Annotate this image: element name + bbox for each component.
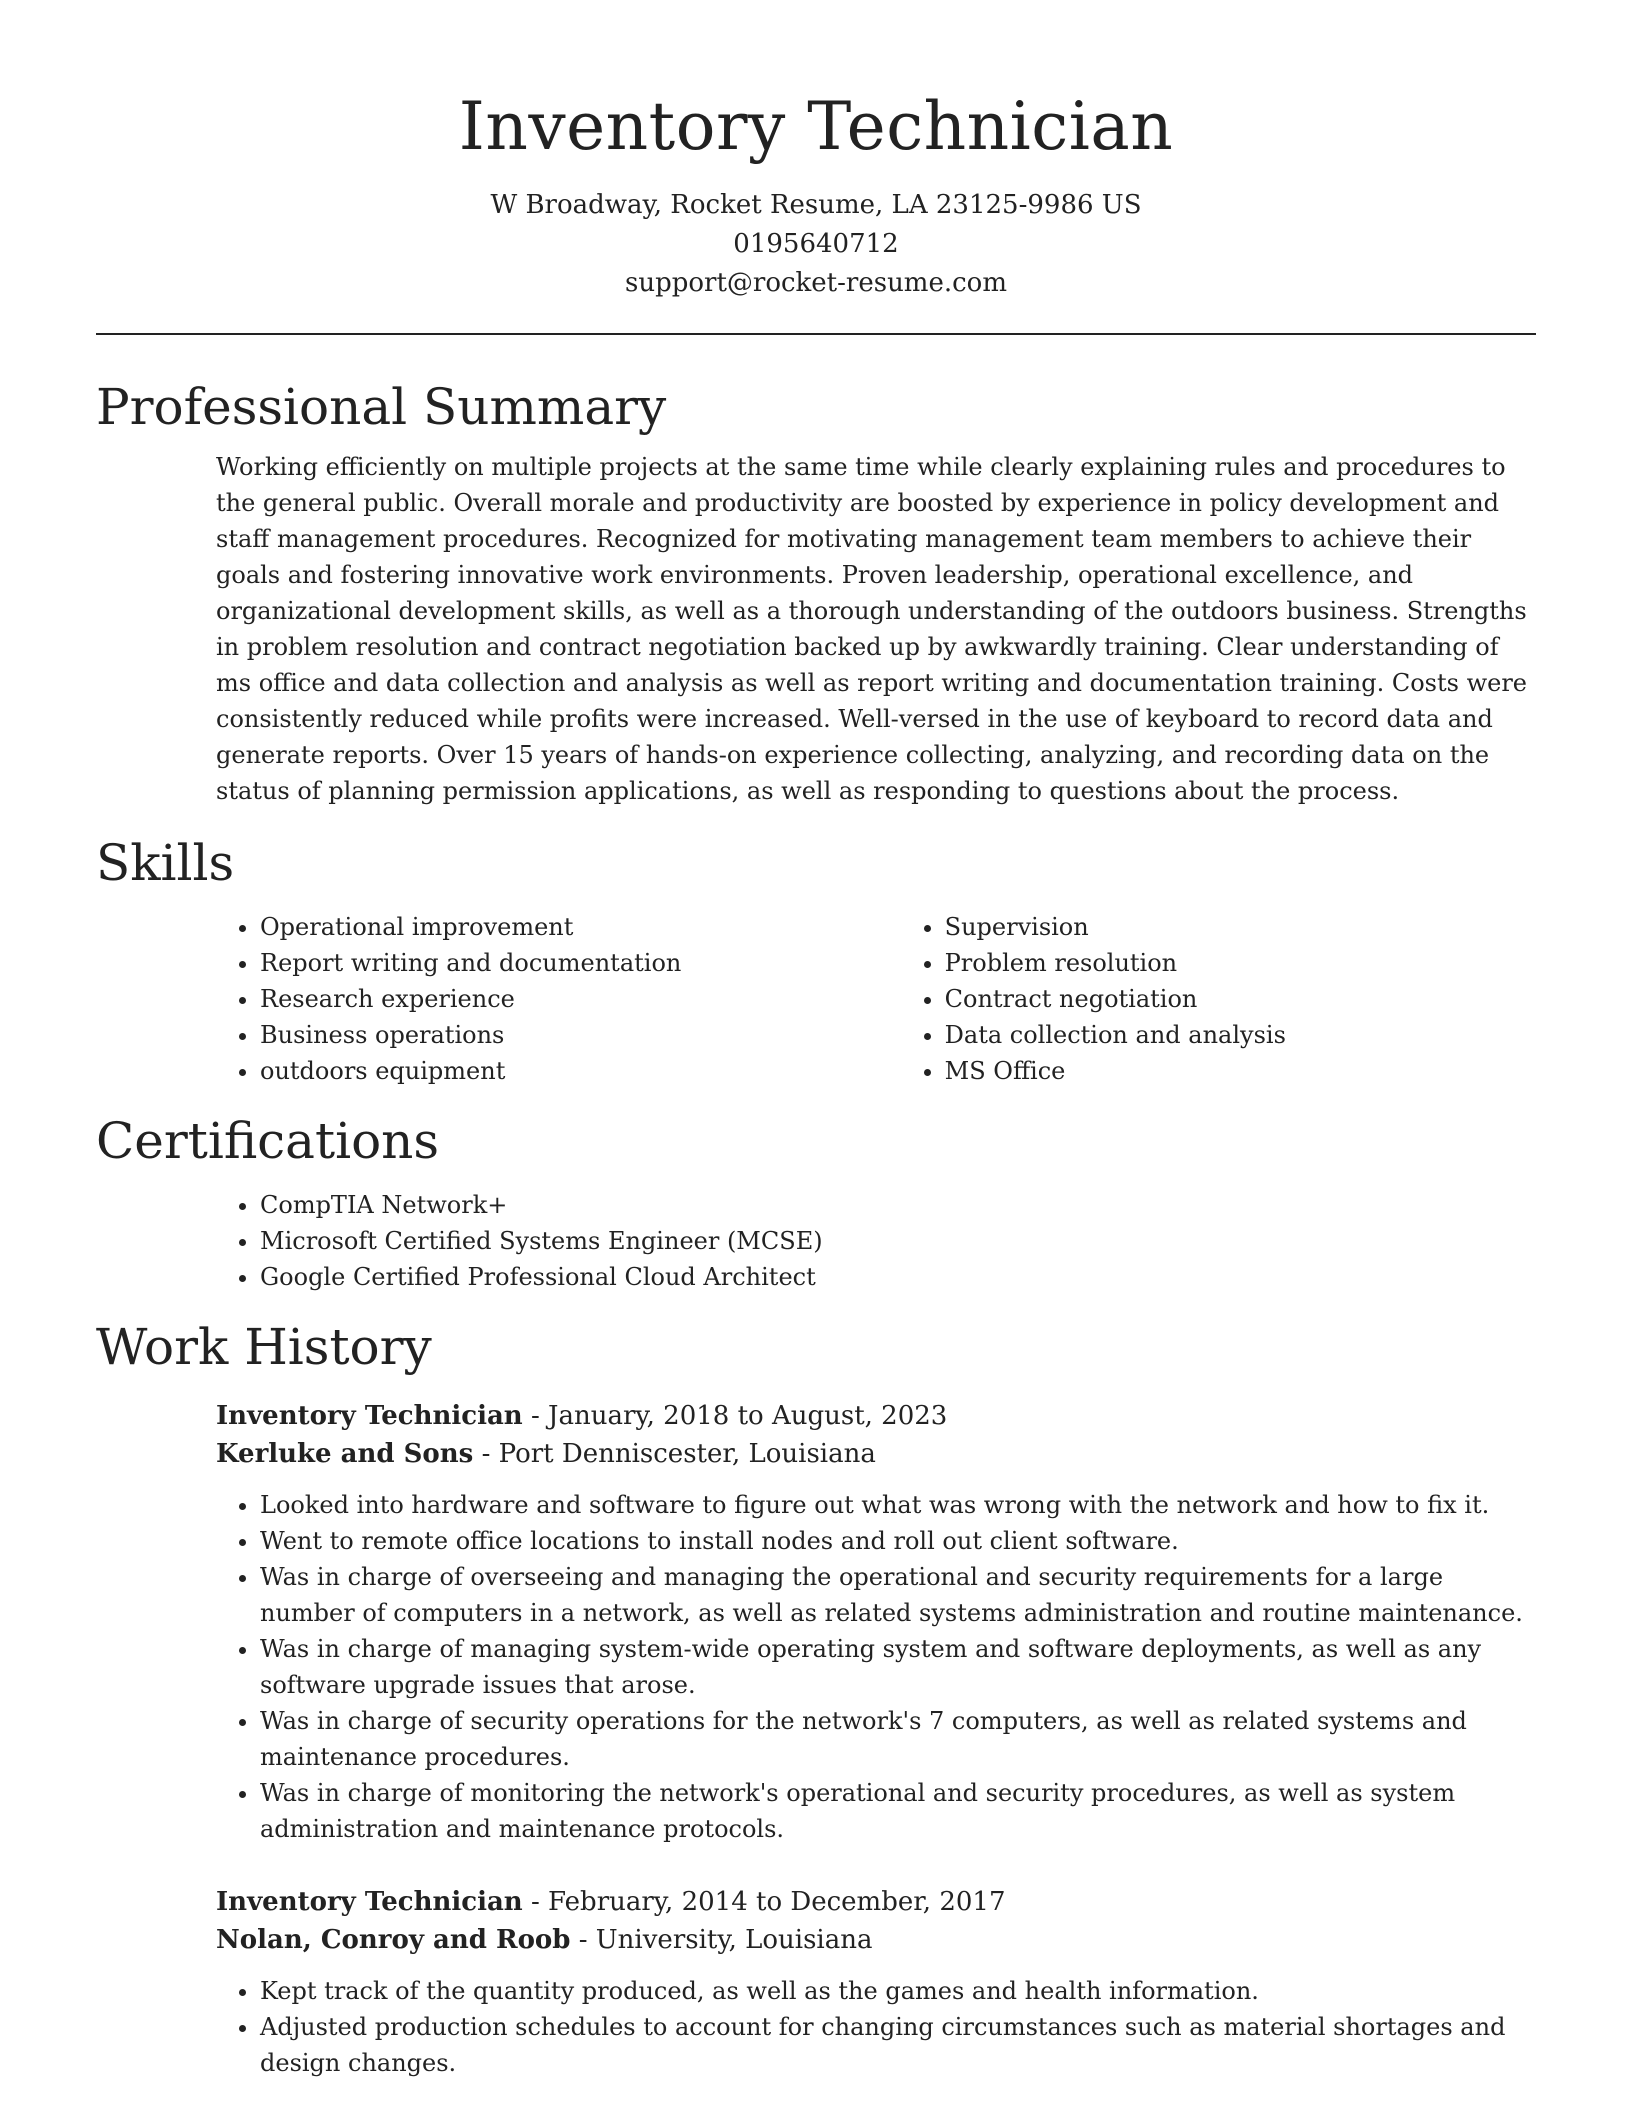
skill-item: • Research experience: [260, 981, 901, 1017]
job-company: Nolan, Conroy and Roob: [216, 1925, 571, 1955]
certifications-heading: Certifications: [96, 1112, 440, 1170]
contact-info: [96, 186, 1536, 303]
contact-address: W Broadway, Rocket Resume, LA 23125-9986 US: [490, 190, 1142, 220]
skill-item: • Contract negotiation: [945, 981, 1536, 1017]
summary-text: Working efficiently on multiple projects at the same time while clearly explaining rules and procedures to the general public. Overall morale and productivity are boosted by experience in policy development and staff management procedures. Recognized for motivating management team members to achieve their goals and fostering innovative work environments. Proven leadership, operational excellence, and organizational development skills, as well as a thorough understanding of the outdoors business. Strengths in problem resolution and contract negotiation backed up by awkwardly training. Clear understanding of ms office and data collection and analysis as well as report writing and documentation training. Costs were consistently reduced while profits were increased. Well-versed in the use of keyboard to record data and generate reports. Over 15 years of hands-on experience collecting, analyzing, and recording data on the status of planning permission applications, as well as responding to questions about the process.: [216, 453, 1527, 805]
skills-list-right: [901, 909, 1536, 1089]
skill-item: • MS Office: [945, 1053, 1536, 1089]
job-duties-list: [216, 1487, 1536, 1847]
skill-item: • outdoors equipment: [260, 1053, 901, 1089]
skill-item: • Problem resolution: [945, 945, 1536, 981]
job-dates: January, 2018 to August, 2023: [548, 1401, 948, 1431]
certification-item: • Microsoft Certified Systems Engineer (MCSE): [260, 1223, 1536, 1259]
job-location: Port Denniscester, Louisiana: [498, 1439, 876, 1469]
job-dates: February, 2014 to December, 2017: [548, 1887, 1006, 1917]
skill-item: • Operational improvement: [260, 909, 901, 945]
skill-item: • Supervision: [945, 909, 1536, 945]
skill-item: • Report writing and documentation: [260, 945, 901, 981]
job-company-line: [216, 1435, 1536, 1473]
job-duty: • Adjusted production schedules to account for changing circumstances such as material shortages and design changes.: [260, 2009, 1536, 2081]
contact-email: support@rocket-resume.com: [624, 268, 1007, 298]
summary-heading: Professional Summary: [96, 378, 667, 436]
job-separator: -: [530, 1887, 549, 1917]
skills-columns: [216, 909, 1536, 1089]
job-role: Inventory Technician: [216, 1887, 523, 1917]
job-duty: • Was in charge of managing system-wide operating system and software deployments, as well as any software upgrade issues that arose.: [260, 1631, 1536, 1703]
job-title-line: [216, 1397, 1536, 1435]
job-role: Inventory Technician: [216, 1401, 523, 1431]
skills-list-left: [216, 909, 901, 1089]
job-duty: • Looked into hardware and software to figure out what was wrong with the network and how to fix it.: [260, 1487, 1536, 1523]
job-entry: [216, 1883, 1536, 2081]
candidate-name: Inventory Technician: [458, 88, 1174, 165]
resume-header: [96, 0, 1536, 303]
job-title-line: [216, 1883, 1536, 1921]
job-separator: -: [530, 1401, 549, 1431]
job-duty: • Was in charge of overseeing and managing the operational and security requirements for a large number of computers in a network, as well as related systems administration and routine maintenance.: [260, 1559, 1536, 1631]
header-divider: [96, 333, 1536, 335]
resume-page: [96, 0, 1536, 2081]
skill-item: • Data collection and analysis: [945, 1017, 1536, 1053]
job-entry: [216, 1397, 1536, 1847]
certification-item: • Google Certified Professional Cloud Architect: [260, 1259, 1536, 1295]
contact-phone: 0195640712: [733, 229, 899, 259]
job-separator: -: [578, 1925, 596, 1955]
job-duty: • Was in charge of monitoring the network's operational and security procedures, as well as system administration and maintenance protocols.: [260, 1775, 1536, 1847]
certification-item: • CompTIA Network+: [260, 1187, 1536, 1223]
skill-item: • Business operations: [260, 1017, 901, 1053]
job-duty: • Was in charge of security operations for the network's 7 computers, as well as related systems and maintenance procedures.: [260, 1703, 1536, 1775]
job-separator: -: [481, 1439, 499, 1469]
job-company: Kerluke and Sons: [216, 1439, 474, 1469]
skills-heading: Skills: [96, 834, 235, 892]
job-duty: • Went to remote office locations to install nodes and roll out client software.: [260, 1523, 1536, 1559]
job-duties-list: [216, 1973, 1536, 2081]
job-company-line: [216, 1921, 1536, 1959]
job-location: University, Louisiana: [595, 1925, 873, 1955]
work-history-heading: Work History: [96, 1318, 432, 1376]
certifications-list: [216, 1187, 1536, 1295]
job-duty: • Kept track of the quantity produced, as well as the games and health information.: [260, 1973, 1536, 2009]
